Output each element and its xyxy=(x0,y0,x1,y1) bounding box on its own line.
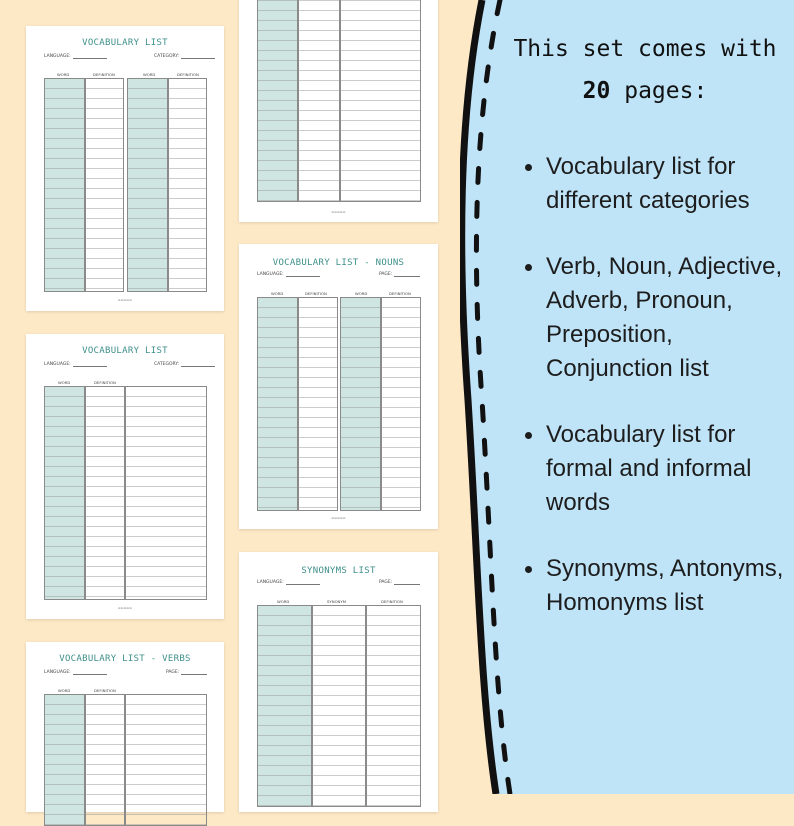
language-label: LANGUAGE: xyxy=(44,362,71,367)
language-label: LANGUAGE: xyxy=(257,272,284,277)
definition-header: DEFINITION xyxy=(94,688,116,693)
word-header: WORD xyxy=(271,291,284,296)
language-label: LANGUAGE: xyxy=(44,54,71,59)
category-label: CATEGORY: xyxy=(154,362,179,367)
definition-header: DEFINITION xyxy=(94,380,116,385)
page-title: SYNONYMS LIST xyxy=(301,566,376,576)
page-field xyxy=(166,670,207,675)
word-header: WORD xyxy=(355,291,368,296)
word-column xyxy=(340,297,382,511)
definition-column xyxy=(380,297,421,511)
definition-column xyxy=(84,78,124,292)
word-header: WORD xyxy=(58,688,71,693)
word-column xyxy=(257,605,313,807)
bullet-icon xyxy=(525,264,532,271)
page-field xyxy=(379,272,420,277)
definition-column xyxy=(297,297,338,511)
headline-pages-word: pages: xyxy=(624,78,708,104)
definition-header: DEFINITION xyxy=(177,72,199,77)
definition-column xyxy=(84,386,126,600)
language-field xyxy=(257,272,320,277)
feature-item xyxy=(522,418,787,520)
definition-column xyxy=(84,694,126,826)
word-column xyxy=(127,78,169,292)
feature-item xyxy=(522,552,787,620)
definition-header: DEFINITION xyxy=(389,291,411,296)
headline-line-1: This set comes with xyxy=(513,36,777,62)
feature-item xyxy=(522,250,787,386)
page-footer: ▬▬▬▬▬ xyxy=(331,210,346,214)
worksheet-vocabulary-list-2 xyxy=(26,334,224,619)
feature-item xyxy=(522,150,787,218)
definition-column xyxy=(365,605,421,807)
worksheet-nouns-list xyxy=(239,244,438,529)
synonym-column xyxy=(311,605,367,807)
word-column xyxy=(44,694,86,826)
headline xyxy=(510,28,780,112)
synonym-header: SYNONYM xyxy=(327,599,346,604)
page-footer: ▬▬▬▬▬ xyxy=(117,298,133,302)
feature-text: Vocabulary list for formal and informal words xyxy=(546,421,752,516)
headline-line-2 xyxy=(510,70,780,112)
feature-list xyxy=(522,150,787,652)
word-column xyxy=(257,297,299,511)
language-field xyxy=(44,670,107,675)
language-field xyxy=(44,362,107,367)
category-field xyxy=(154,54,215,59)
page-title: VOCABULARY LIST xyxy=(82,38,168,48)
bullet-icon xyxy=(525,432,532,439)
page-title: VOCABULARY LIST - VERBS xyxy=(59,654,191,664)
word-column xyxy=(44,78,86,292)
worksheet-verbs-list xyxy=(26,642,224,812)
page-count: 20 xyxy=(582,78,611,104)
definition-header: DEFINITION xyxy=(93,72,115,77)
page-label: PAGE: xyxy=(166,670,180,675)
word-header: WORD xyxy=(143,72,156,77)
definition-header: DEFINITION xyxy=(305,291,327,296)
notes-column xyxy=(124,694,207,826)
language-field xyxy=(44,54,107,59)
page-footer: ▬▬▬▬▬ xyxy=(117,606,133,610)
worksheet-synonyms-list xyxy=(239,552,438,812)
word-header: WORD xyxy=(57,72,70,77)
page-label: PAGE: xyxy=(379,580,393,585)
word-column xyxy=(257,0,299,202)
page-label: PAGE: xyxy=(379,272,393,277)
bullet-icon xyxy=(525,164,532,171)
feature-text: Vocabulary list for different categories xyxy=(546,153,750,214)
bullet-icon xyxy=(525,566,532,573)
definition-header: DEFINITION xyxy=(381,599,403,604)
definition-column xyxy=(297,0,341,202)
page-field xyxy=(379,580,420,585)
word-column xyxy=(44,386,86,600)
notes-column xyxy=(124,386,207,600)
language-label: LANGUAGE: xyxy=(257,580,284,585)
page-title: VOCABULARY LIST - NOUNS xyxy=(272,258,405,268)
worksheet-vocabulary-list-1 xyxy=(26,26,224,311)
category-field xyxy=(154,362,215,367)
language-label: LANGUAGE: xyxy=(44,670,71,675)
language-field xyxy=(257,580,320,585)
worksheet-top-partial xyxy=(239,0,438,222)
word-header: WORD xyxy=(58,380,71,385)
notes-column xyxy=(339,0,421,202)
feature-text: Verb, Noun, Adjective, Adverb, Pronoun, Preposition, Conjunction list xyxy=(546,253,783,382)
category-label: CATEGORY: xyxy=(154,54,179,59)
feature-text: Synonyms, Antonyms, Homonyms list xyxy=(546,555,784,616)
word-header: WORD xyxy=(277,599,290,604)
definition-column xyxy=(167,78,207,292)
page-footer: ▬▬▬▬▬ xyxy=(331,516,346,520)
page-title: VOCABULARY LIST xyxy=(82,346,168,356)
